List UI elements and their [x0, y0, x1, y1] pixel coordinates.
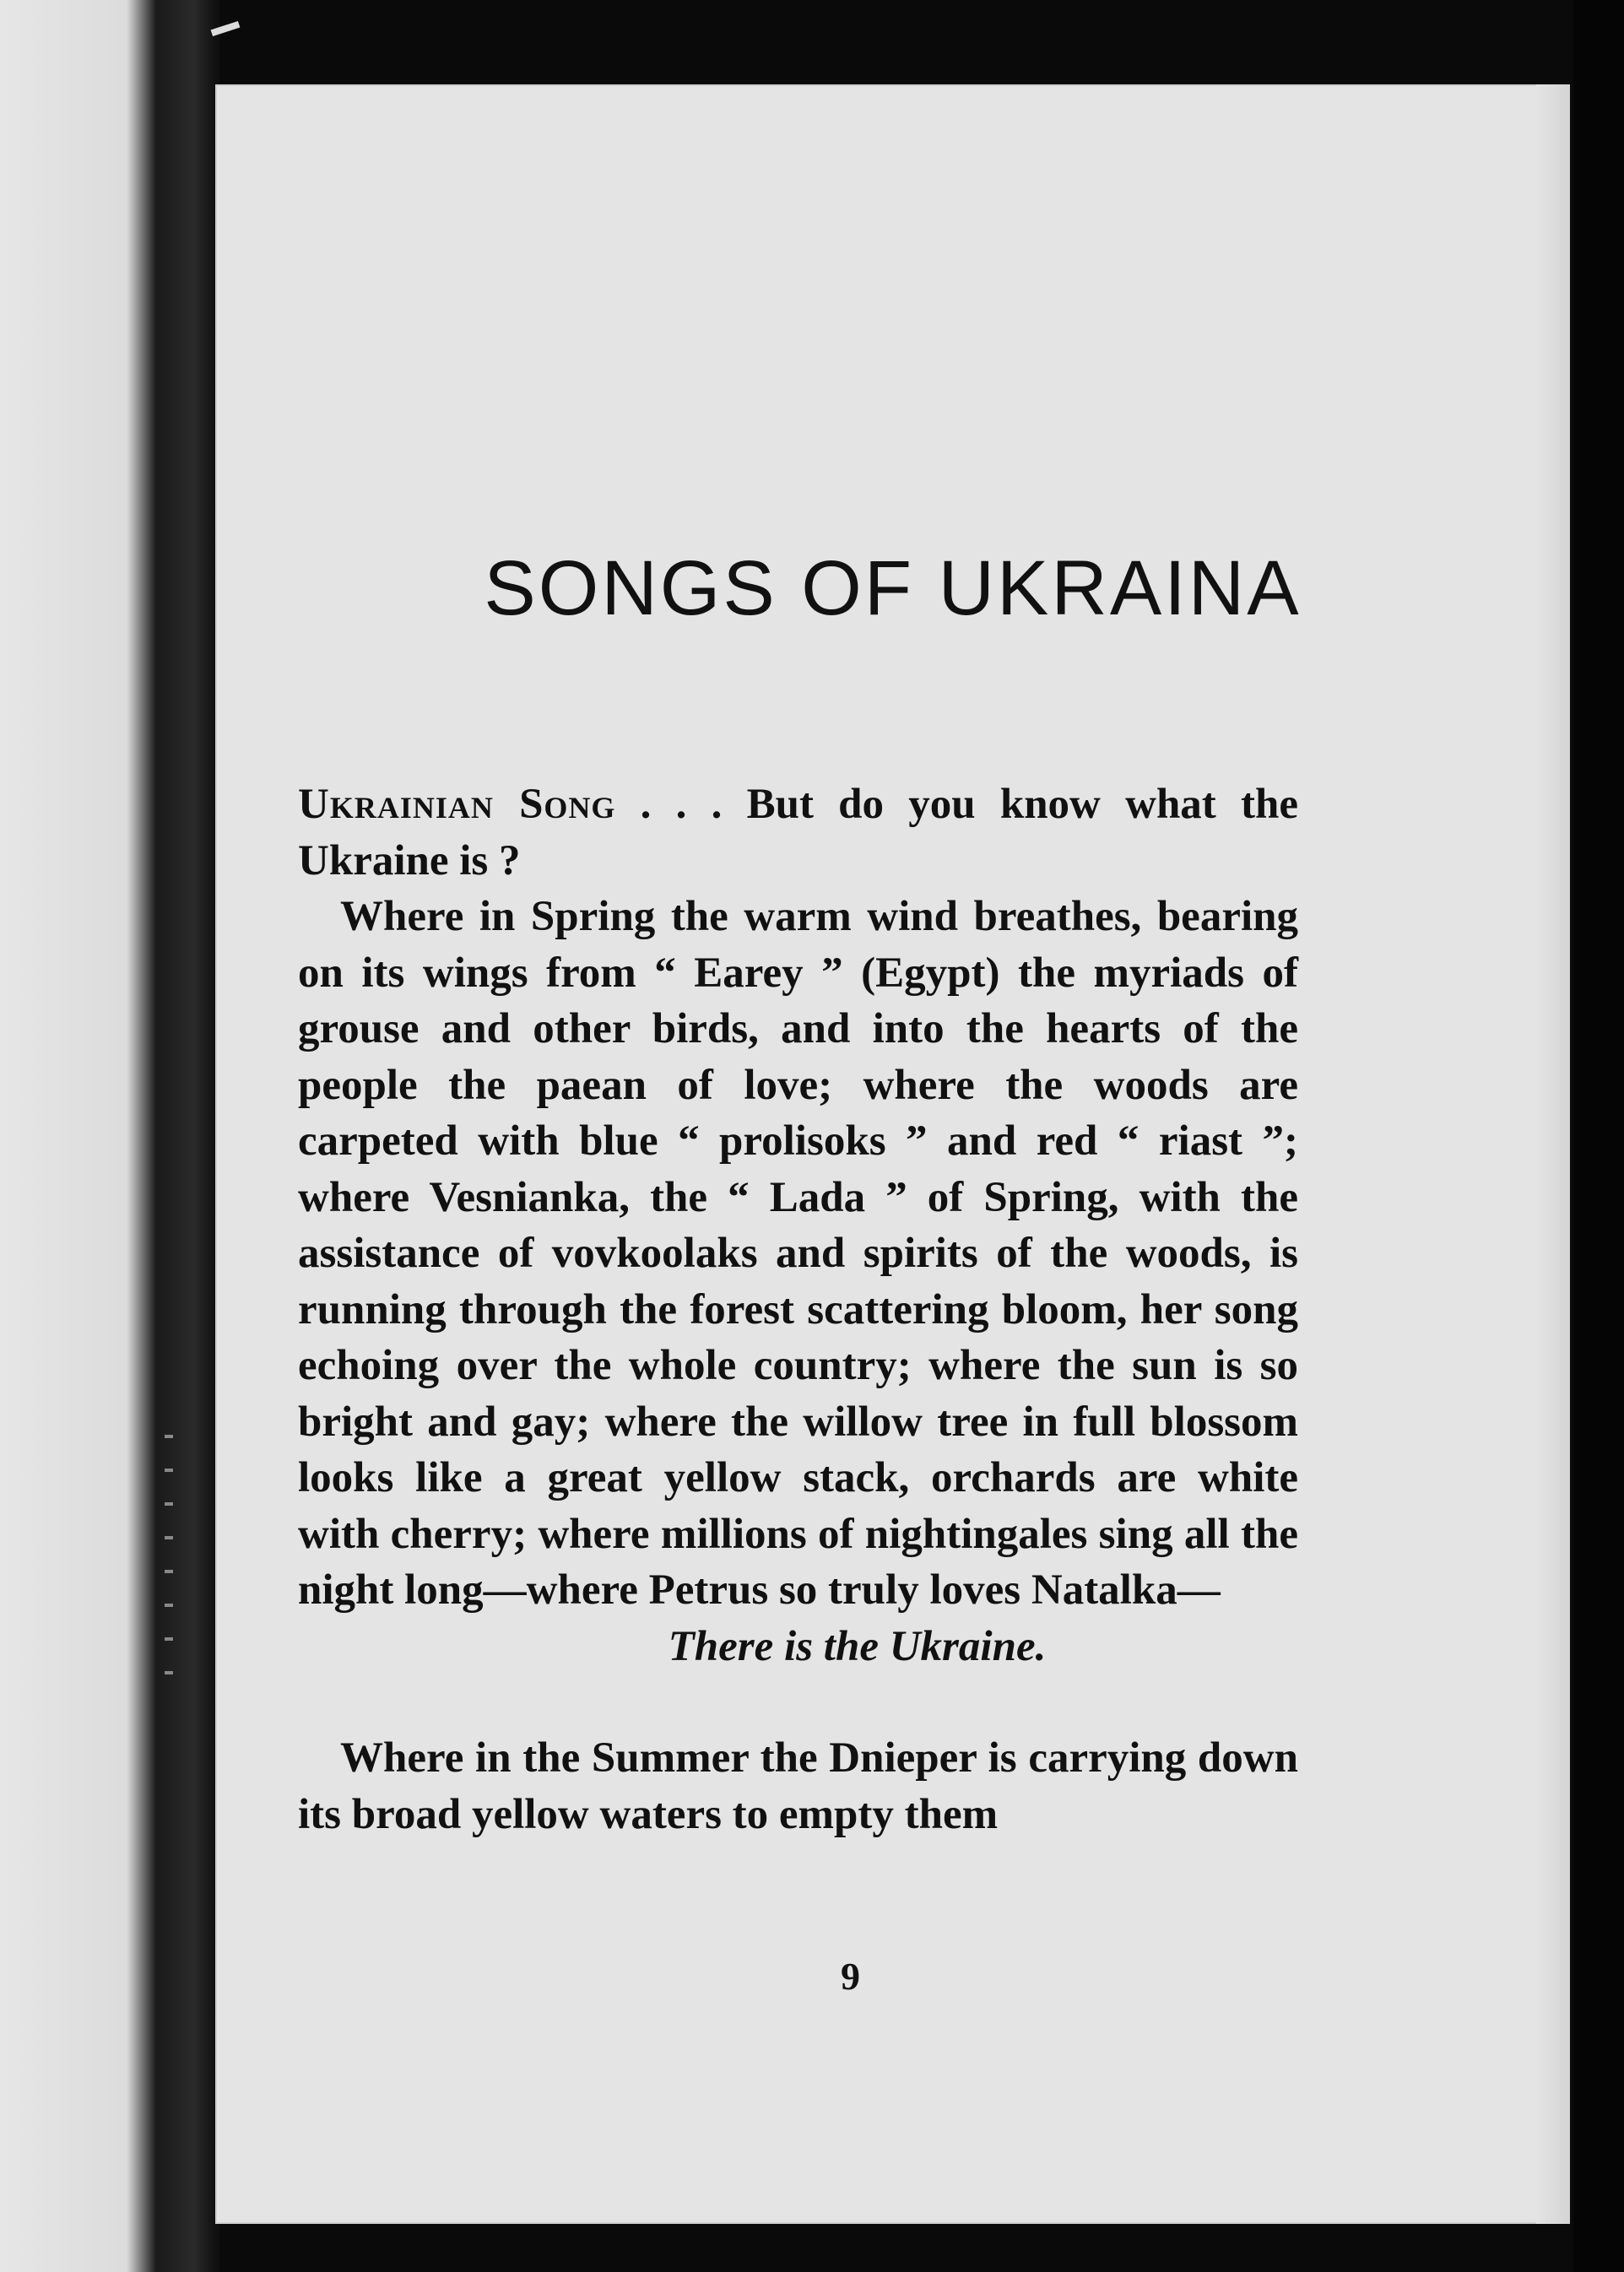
page-edge-shading: [1536, 84, 1570, 2224]
binding-scan-artifacts: [165, 1435, 173, 1688]
page-body: [298, 776, 1298, 1842]
refrain-line: There is the Ukraine.: [668, 1622, 1047, 1670]
lead-question: . . . But do you know what the Ukraine is ?: [298, 781, 1298, 884]
book-binding-shadow: [0, 0, 219, 2272]
lead-smallcaps-heading: Ukrainian Song: [298, 781, 616, 828]
page-number: 9: [841, 1955, 860, 1998]
paragraph-summer: Where in the Summer the Dnieper is carrying down its broad yellow waters to empty them: [298, 1734, 1298, 1838]
paragraph-spring: Where in Spring the warm wind breathes, bearing on its wings from “ Earey ” (Egypt) the myriads of grouse and other birds, and into the hearts of the people the paean of love; where the woods are carpeted with blue “ prolisoks ” and red “ riast ”; where Vesnianka, the “ Lada ” of Spring, with the assistance of vovkoolaks and spirits of the woods, is running through the forest scattering bloom, her song echoing over the whole country; where the sun is so bright and gay; where the willow tree in full blossom looks like a great yellow stack, orchards are white with cherry; where millions of nightingales sing all the night long—where Petrus so truly loves Natalka—: [298, 893, 1298, 1614]
page-title: SONGS OF UKRAINA: [484, 545, 1302, 631]
lead-paragraph: [298, 776, 1298, 889]
book-page: [215, 84, 1570, 2224]
scanner-border-right: [1573, 0, 1624, 2272]
